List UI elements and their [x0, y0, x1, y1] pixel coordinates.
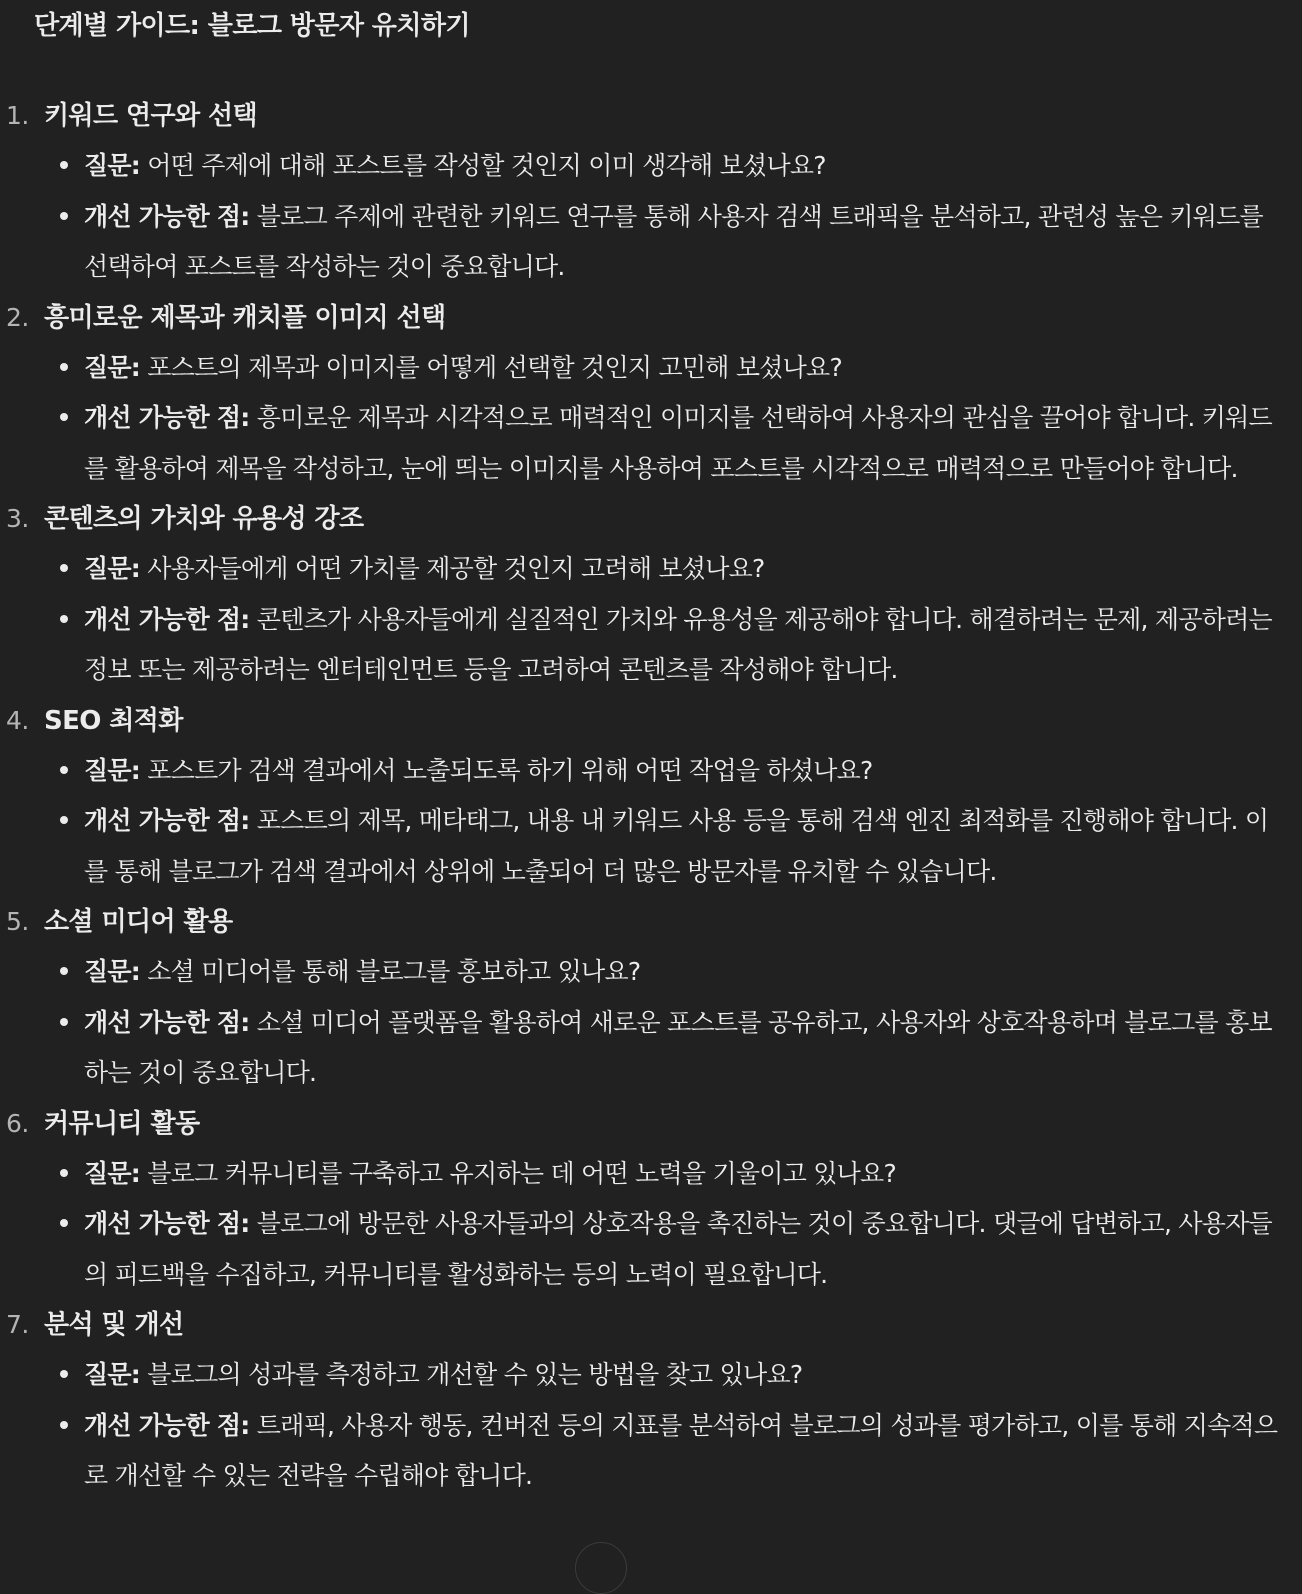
question-bullet [0, 947, 1302, 998]
improvement-text: 흥미로운 제목과 시각적으로 매력적인 이미지를 선택하여 사용자의 관심을 끌어야 합니다. 키워드를 활용하여 제목을 작성하고, 눈에 띄는 이미지를 사용하여 포스트를 시각적으로 매력적으로 만들어야 합니다. [84, 403, 1272, 483]
step-heading [0, 1099, 1302, 1149]
step-bullets [0, 544, 1302, 696]
step-heading [0, 91, 1302, 141]
step-item [0, 696, 1302, 898]
scroll-down-button[interactable] [575, 1542, 627, 1594]
question-text: 포스트가 검색 결과에서 노출되도록 하기 위해 어떤 작업을 하셨나요? [147, 755, 873, 785]
step-number: 1. [6, 101, 29, 130]
question-bullet [0, 746, 1302, 797]
step-number: 3. [6, 504, 29, 533]
step-bullets [0, 947, 1302, 1099]
improvement-text: 블로그 주제에 관련한 키워드 연구를 통해 사용자 검색 트래픽을 분석하고, 관련성 높은 키워드를 선택하여 포스트를 작성하는 것이 중요합니다. [84, 201, 1263, 281]
step-title: 콘텐츠의 가치와 유용성 강조 [44, 504, 364, 534]
improvement-label: 개선 가능한 점: [84, 1209, 250, 1238]
question-bullet [0, 544, 1302, 595]
improvement-text: 콘텐츠가 사용자들에게 실질적인 가치와 유용성을 제공해야 합니다. 해결하려는 문제, 제공하려는 정보 또는 제공하려는 엔터테인먼트 등을 고려하여 콘텐츠를 작성해야 합니다. [84, 604, 1272, 684]
bullet-dot-icon [60, 212, 68, 220]
improvement-label: 개선 가능한 점: [84, 403, 250, 432]
step-title: 커뮤니티 활동 [44, 1108, 200, 1139]
question-label: 질문: [84, 1360, 141, 1389]
improvement-text: 블로그에 방문한 사용자들과의 상호작용을 촉진하는 것이 중요합니다. 댓글에 답변하고, 사용자들의 피드백을 수집하고, 커뮤니티를 활성화하는 등의 노력이 필요합니다. [84, 1209, 1272, 1289]
step-item [0, 1300, 1302, 1502]
bullet-dot-icon [60, 766, 68, 774]
step-number: 6. [6, 1108, 29, 1138]
improvement-label: 개선 가능한 점: [84, 806, 250, 835]
step-bullets [0, 1350, 1302, 1502]
improvement-bullet [0, 1199, 1302, 1300]
question-bullet [0, 1350, 1302, 1401]
question-text: 블로그의 성과를 측정하고 개선할 수 있는 방법을 찾고 있나요? [147, 1360, 803, 1389]
question-bullet [0, 141, 1302, 192]
improvement-bullet [0, 393, 1302, 494]
bullet-dot-icon [60, 816, 68, 824]
improvement-text: 포스트의 제목, 메타태그, 내용 내 키워드 사용 등을 통해 검색 엔진 최적화를 진행해야 합니다. 이를 통해 블로그가 검색 결과에서 상위에 노출되어 더 많은 방문자를 유치할 수 있습니다. [84, 806, 1269, 886]
step-number: 7. [6, 1310, 29, 1339]
question-label: 질문: [84, 957, 141, 986]
improvement-label: 개선 가능한 점: [84, 1410, 250, 1440]
bullet-dot-icon [60, 564, 68, 572]
question-text: 어떤 주제에 대해 포스트를 작성할 것인지 이미 생각해 보셨나요? [147, 151, 826, 180]
bullet-dot-icon [60, 363, 68, 371]
question-bullet [0, 1149, 1302, 1200]
improvement-bullet [0, 1401, 1302, 1502]
step-number: 4. [6, 705, 29, 735]
bullet-dot-icon [60, 1169, 68, 1177]
step-title: 흥미로운 제목과 캐치플 이미지 선택 [44, 302, 446, 333]
bullet-dot-icon [60, 1219, 68, 1227]
improvement-text: 소셜 미디어 플랫폼을 활용하여 새로운 포스트를 공유하고, 사용자와 상호작용하며 블로그를 홍보하는 것이 중요합니다. [84, 1007, 1272, 1087]
bullet-dot-icon [60, 161, 68, 169]
question-text: 포스트의 제목과 이미지를 어떻게 선택할 것인지 고민해 보셨나요? [147, 352, 842, 382]
guide-title: 단계별 가이드: 블로그 방문자 유치하기 [34, 11, 470, 41]
bullet-dot-icon [60, 413, 68, 421]
question-label: 질문: [84, 755, 141, 785]
step-heading [0, 494, 1302, 544]
step-bullets [0, 343, 1302, 495]
step-title: 분석 및 개선 [44, 1310, 184, 1340]
bullet-dot-icon [60, 1018, 68, 1026]
question-label: 질문: [84, 554, 141, 583]
improvement-label: 개선 가능한 점: [84, 604, 250, 634]
step-bullets [0, 141, 1302, 293]
step-item [0, 494, 1302, 696]
improvement-bullet [0, 796, 1302, 897]
question-label: 질문: [84, 352, 141, 382]
improvement-bullet [0, 595, 1302, 696]
improvement-label: 개선 가능한 점: [84, 1007, 250, 1037]
bullet-dot-icon [60, 1421, 68, 1429]
question-text: 소셜 미디어를 통해 블로그를 홍보하고 있나요? [147, 957, 641, 986]
step-title: SEO 최적화 [44, 705, 183, 736]
improvement-label: 개선 가능한 점: [84, 201, 250, 231]
question-text: 블로그 커뮤니티를 구축하고 유지하는 데 어떤 노력을 기울이고 있나요? [147, 1158, 896, 1188]
step-item [0, 91, 1302, 293]
question-bullet [0, 343, 1302, 394]
step-bullets [0, 1149, 1302, 1301]
step-heading [0, 293, 1302, 343]
bullet-dot-icon [60, 967, 68, 975]
step-heading [0, 897, 1302, 947]
question-text: 사용자들에게 어떤 가치를 제공할 것인지 고려해 보셨나요? [147, 554, 765, 583]
bullet-dot-icon [60, 615, 68, 623]
steps-list [0, 91, 1302, 1502]
step-heading [0, 1300, 1302, 1350]
improvement-bullet [0, 998, 1302, 1099]
step-item [0, 897, 1302, 1099]
step-heading [0, 696, 1302, 746]
step-item [0, 293, 1302, 495]
bullet-dot-icon [60, 1370, 68, 1378]
step-number: 5. [6, 907, 29, 936]
improvement-text: 트래픽, 사용자 행동, 컨버전 등의 지표를 분석하여 블로그의 성과를 평가하고, 이를 통해 지속적으로 개선할 수 있는 전략을 수립해야 합니다. [84, 1410, 1278, 1490]
question-label: 질문: [84, 151, 141, 180]
step-title: 소셜 미디어 활용 [44, 907, 233, 937]
improvement-bullet [0, 192, 1302, 293]
step-bullets [0, 746, 1302, 898]
step-title: 키워드 연구와 선택 [44, 101, 258, 131]
question-label: 질문: [84, 1158, 141, 1188]
step-item [0, 1099, 1302, 1301]
step-number: 2. [6, 302, 29, 332]
